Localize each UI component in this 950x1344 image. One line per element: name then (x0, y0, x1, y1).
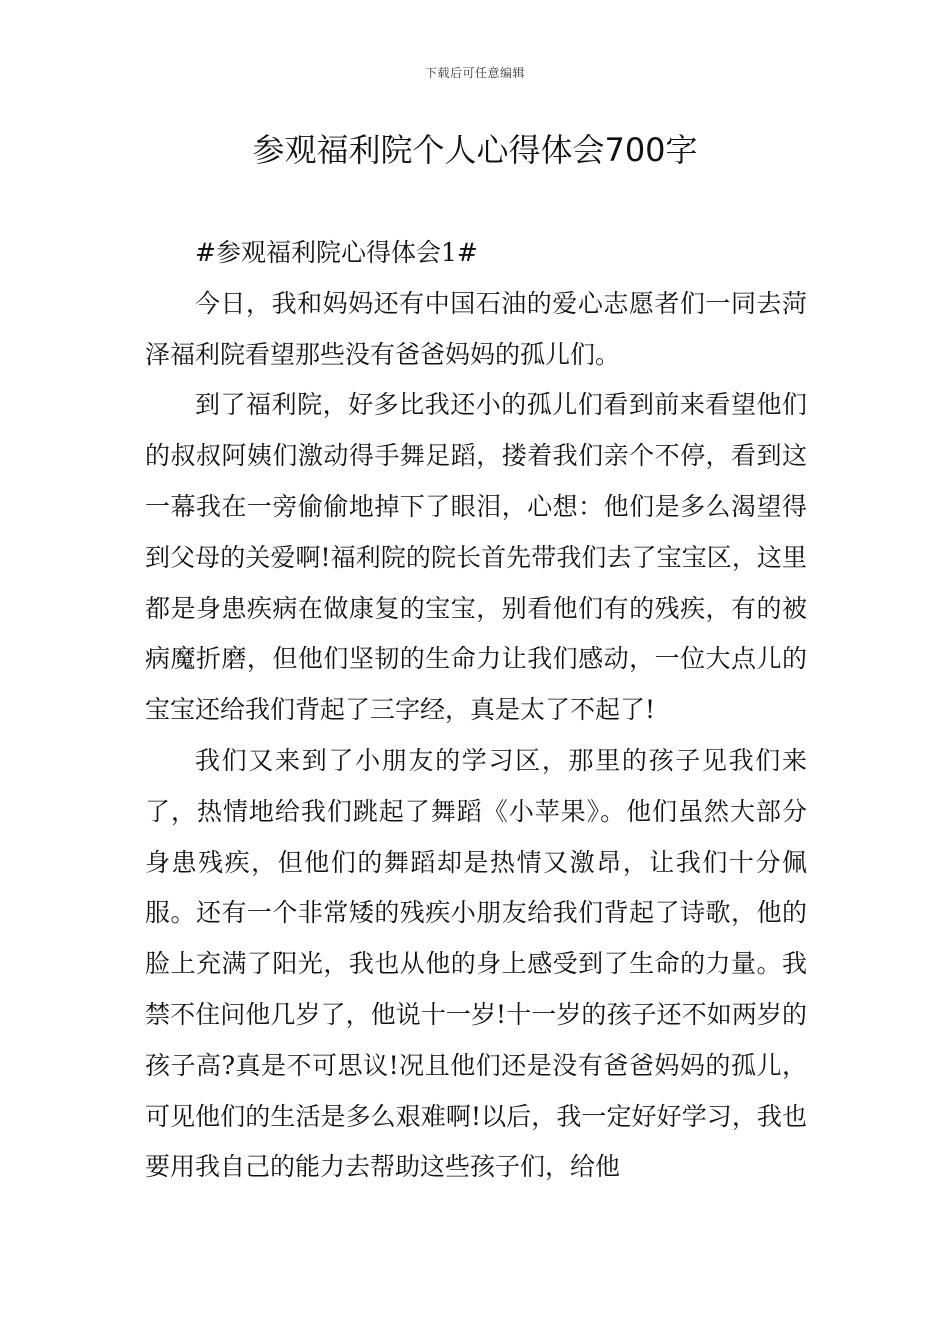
paragraph-2: 到了福利院，好多比我还小的孤儿们看到前来看望他们的叔叔阿姨们激动得手舞足蹈，搂着我们亲个不停，看到这一幕我在一旁偷偷地掉下了眼泪，心想：他们是多么渴望得到父母的关爱啊!福利院的院长首先带我们去了宝宝区，这里都是身患疾病在做康复的宝宝，别看他们有的残疾，有的被病魔折磨，但他们坚韧的生命力让我们感动，一位大点儿的宝宝还给我们背起了三字经，真是太了不起了! (145, 390, 807, 725)
paragraph-3: 我们又来到了小朋友的学习区，那里的孩子见我们来了，热情地给我们跳起了舞蹈《小苹果》。他们虽然大部分身患残疾，但他们的舞蹈却是热情又激昂，让我们十分佩服。还有一个非常矮的残疾小朋友给我们背起了诗歌，他的脸上充满了阳光，我也从他的身上感受到了生命的力量。我禁不住问他几岁了，他说十一岁!十一岁的孩子还不如两岁的孩子高?真是不可思议!况且他们还是没有爸爸妈妈的孤儿，可见他们的生活是多么艰难啊!以后，我一定好好学习，我也要用我自己的能力去帮助这些孩子们，给他 (145, 745, 807, 1182)
header-note: 下载后可任意编辑 (424, 66, 525, 80)
section-heading: #参观福利院心得体会1# (195, 238, 478, 267)
document-title: 参观福利院个人心得体会700字 (252, 131, 698, 169)
document-body (145, 228, 807, 1193)
paragraph-1: 今日，我和妈妈还有中国石油的爱心志愿者们一同去菏泽福利院看望那些没有爸爸妈妈的孤儿们。 (145, 288, 807, 369)
